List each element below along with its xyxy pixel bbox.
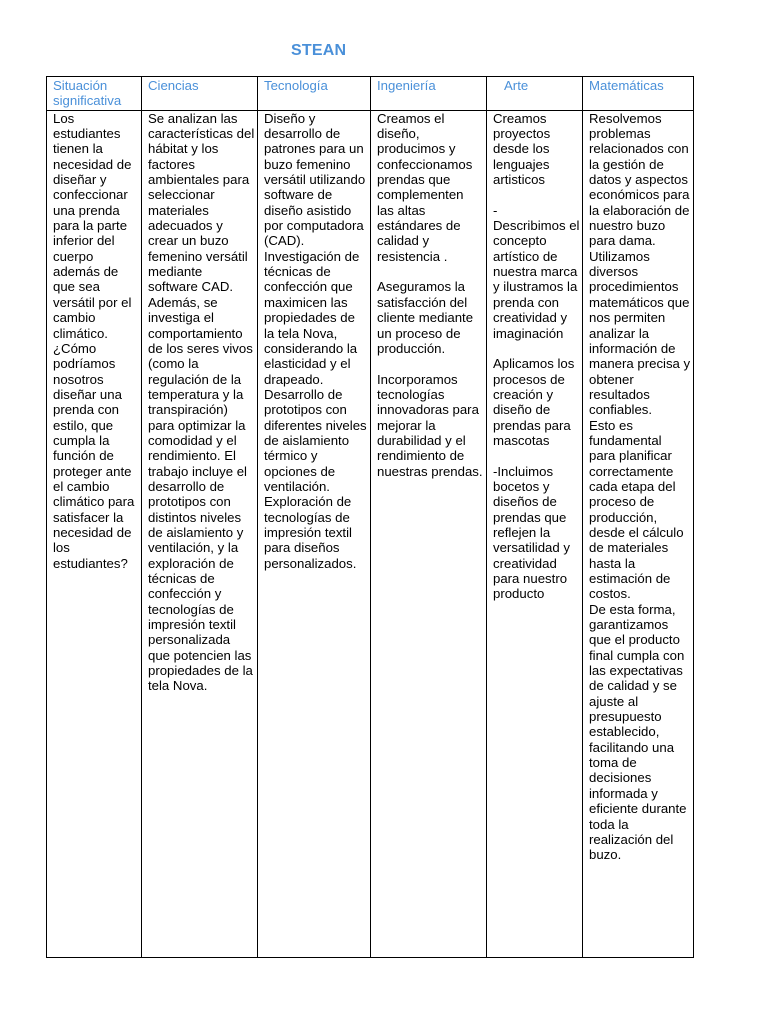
cell-ciencias bbox=[142, 110, 258, 957]
document-title: STEAN bbox=[291, 42, 347, 59]
cell-tecnologia bbox=[258, 110, 371, 957]
header-matematicas: Matemáticas bbox=[583, 77, 694, 111]
header-tecnologia: Tecnología bbox=[258, 77, 371, 111]
arte-text: Creamos proyectos desde los lenguajes artisticos - Describimos el concepto artístico de nuestra marca y ilustramos la prenda con creatividad y imaginación Aplicamos los procesos de creación y diseño de prendas para mascotas -Incluimos bocetos y diseños de prendas que reflejen la versatilidad y creatividad para nuestro producto bbox=[493, 110, 580, 602]
ciencias-text: Se analizan las características del hábitat y los factores ambientales para seleccionar materiales adecuados y crear un buzo femenino versátil mediante software CAD. Además, se investiga el comportamiento de los seres vivos (como la regulación de la temperatura y la transpiración) para optimizar la comodidad y el rendimiento. El trabajo incluye el desarrollo de prototipos con distintos niveles de aislamiento y ventilación, y la exploración de técnicas de confección y tecnologías de impresión textil personalizada que potencien las propiedades de la tela Nova. bbox=[148, 110, 255, 694]
cell-situacion bbox=[47, 110, 142, 957]
tecnologia-text: Diseño y desarrollo de patrones para un buzo femenino versátil utilizando software de diseño asistido por computadora (CAD). Investigación de técnicas de confección que maximicen las propiedades de la tela Nova, considerando la elasticidad y el drapeado. Desarrollo de prototipos con diferentes niveles de aislamiento térmico y opciones de ventilación. Exploración de tecnologías de impresión textil para diseños personalizados. bbox=[264, 110, 367, 571]
header-ciencias: Ciencias bbox=[142, 77, 258, 111]
cell-matematicas bbox=[583, 110, 694, 957]
header-arte: Arte bbox=[487, 77, 583, 111]
content-row bbox=[47, 110, 694, 957]
matematicas-text: Resolvemos problemas relacionados con la gestión de datos y aspectos económicos para la elaboración de nuestro buzo para dama. Utilizamos diversos procedimientos matemáticos que nos permiten analizar la información de manera precisa y obtener resultados confiables. Esto es fundamental para planificar correctamente cada etapa del proceso de producción, desde el cálculo de materiales hasta la estimación de costos. De esta forma, garantizamos que el producto final cumpla con las expectativas de calidad y se ajuste al presupuesto establecido, facilitando una toma de decisiones informada y eficiente durante toda la realización del buzo. bbox=[589, 110, 691, 863]
cell-ingenieria bbox=[371, 110, 487, 957]
header-ingenieria: Ingeniería bbox=[371, 77, 487, 111]
cell-arte bbox=[487, 110, 583, 957]
header-situacion: Situación significativa bbox=[47, 77, 142, 111]
header-row bbox=[47, 77, 694, 111]
situacion-text: Los estudiantes tienen la necesidad de diseñar y confeccionar una prenda para la parte inferior del cuerpo además de que sea versátil por el cambio climático. ¿Cómo podríamos nosotros diseñar una prenda con estilo, que cumpla la función de proteger ante el cambio climático para satisfacer la necesidad de los estudiantes? bbox=[53, 110, 135, 571]
ingenieria-text: Creamos el diseño, producimos y confeccionamos prendas que complementen las altas estándares de calidad y resistencia . Aseguramos la satisfacción del cliente mediante un proceso de producción. Incorporamos tecnologías innovadoras para mejorar la durabilidad y el rendimiento de nuestras prendas. bbox=[377, 110, 483, 479]
steam-table bbox=[46, 76, 694, 958]
